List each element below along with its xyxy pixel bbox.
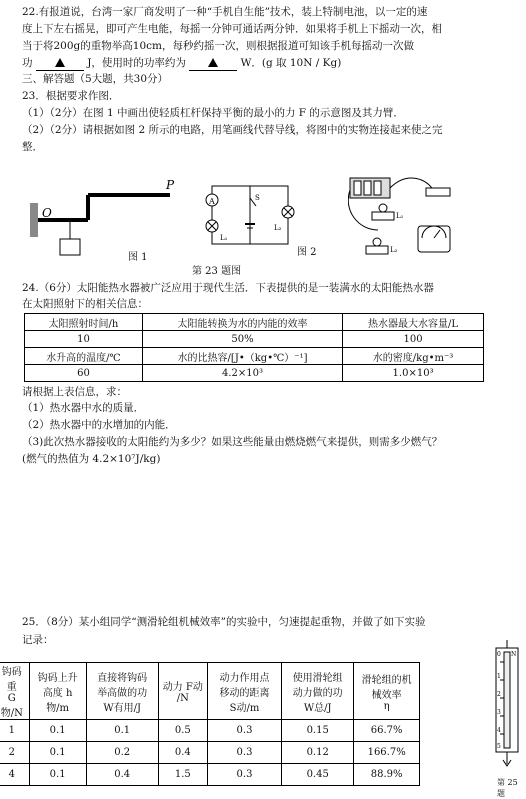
l1-part-label: L₁ — [396, 212, 404, 220]
table-cell: 0.1 — [29, 742, 86, 764]
label-o: O — [42, 206, 52, 220]
table-cell: 1.0×10³ — [343, 365, 484, 382]
q23-part1: （1）（2分）在图 1 中画出使轻质杠杆保持平衡的最小的力 F 的示意图及其力臂． — [22, 107, 404, 119]
scale-tick: 2 — [497, 691, 501, 698]
q24-ask: 请根据上表信息，求： — [22, 386, 127, 398]
q25-table — [0, 662, 420, 786]
label-p: P — [166, 178, 175, 192]
q22-line2: 度上下左右摇晃，即可产生电能，每摇一分钟可通话两分钟．如果将手机上下摇动一次，相 — [22, 23, 442, 35]
table-cell: 热水器最大水容量/L — [343, 314, 484, 331]
answer-blank-1[interactable] — [36, 56, 84, 71]
q23-part2b: 整． — [22, 141, 43, 153]
col-header: 钩码上升 高度 h物/m — [29, 663, 86, 720]
table-cell: 60 — [25, 365, 143, 382]
table-cell: 88.9% — [354, 764, 420, 786]
lever-figure — [30, 175, 190, 265]
table-cell: 100 — [343, 331, 484, 348]
table-cell: 1.5 — [158, 764, 207, 786]
q24-p1: （1）热水器中水的质量． — [22, 402, 145, 414]
q22-line1: 22.有报道说，台湾一家厂商发明了一种“手机自生能”技术，装上特制电池，以一定的速 — [22, 6, 428, 18]
table-cell: 4.2×10³ — [142, 365, 342, 382]
table-cell: 4 — [0, 764, 29, 786]
q25-line1: 25．（8分）某小组同学“测滑轮组机械效率”的实验中，匀速提起重物，并做了如下实验 — [22, 616, 426, 628]
table-cell: 水的密度/kg•m⁻³ — [343, 348, 484, 365]
table-cell: 2 — [0, 742, 29, 764]
fig2-label: 图 2 — [297, 247, 317, 258]
table-cell: 166.7% — [354, 742, 420, 764]
q25-fig-caption: 第 25 题 — [497, 778, 518, 798]
q24-line2: 在太阳照射下的相关信息： — [22, 298, 148, 310]
switch-label: S — [255, 194, 260, 202]
q23-title: 23．根据要求作图． — [22, 90, 120, 102]
table-cell: 水的比热容/[J•（kg•℃）⁻¹] — [142, 348, 342, 365]
table-cell: 0.3 — [207, 764, 281, 786]
ammeter-label: A — [209, 197, 215, 206]
scale-tick: 3 — [497, 709, 501, 716]
q24-table — [24, 313, 484, 382]
table-cell: 10 — [25, 331, 143, 348]
scale-zero: 0 — [497, 651, 501, 658]
col-header: 直接将钩码 举高做的功 W有用/J — [86, 663, 158, 720]
wall — [30, 203, 38, 237]
answer-blank-2[interactable] — [189, 56, 237, 71]
table-cell: 太阳能转换为水的内能的效率 — [142, 314, 342, 331]
table-cell: 0.1 — [29, 720, 86, 742]
section3-title: 三、解答题（5大题，共30分） — [22, 73, 169, 85]
q23-part2: （2）（2分）请根据如图 2 所示的电路，用笔画线代替导线，将图中的实物连接起来使之完 — [22, 124, 443, 136]
lamp-l1-part — [372, 212, 394, 220]
scale-tick: 4 — [497, 727, 501, 734]
table-cell: 0.4 — [158, 742, 207, 764]
scale-unit: N — [511, 651, 517, 658]
q22-line4c: W．(g 取 10N / Kg) — [240, 57, 342, 69]
q22-line4a: 功 — [22, 57, 33, 69]
q23-caption: 第 23 题图 — [192, 266, 242, 277]
table-cell: 66.7% — [354, 720, 420, 742]
q25-line2: 记录： — [22, 634, 54, 646]
col-header: 滑轮组的机 械效率 η — [354, 663, 420, 720]
table-cell: 0.1 — [86, 720, 158, 742]
weight-block — [60, 239, 80, 255]
lamp-l2-part — [366, 246, 388, 254]
table-cell: 0.45 — [282, 764, 354, 786]
col-header: 动力 F动 /N — [158, 663, 207, 720]
table-cell: 1 — [0, 720, 29, 742]
q24-p3: （3)此次热水器接收的太阳能约为多少？如果这些能量由燃烧燃气来提供，则需多少燃气？ — [22, 436, 443, 448]
switch-part — [426, 188, 450, 196]
table-cell: 0.3 — [207, 742, 281, 764]
table-cell: 0.12 — [282, 742, 354, 764]
q22-line4 — [22, 56, 341, 71]
table-cell: 0.4 — [86, 764, 158, 786]
triangle-marker-icon — [208, 58, 218, 67]
q22-line3: 当于将200g的重物举高10cm，每秒约摇一次，则根据报道可知该手机每摇动一次做 — [22, 40, 414, 52]
table-cell: 太阳照射时间/h — [25, 314, 143, 331]
spring-scale-figure — [490, 640, 524, 770]
scale-tick: 1 — [497, 673, 501, 680]
col-header: 动力作用点 移动的距离 S动/m — [207, 663, 281, 720]
q24-p4: (燃气的热值为 4.2×10⁷J/kg) — [22, 453, 161, 465]
table-cell: 0.3 — [207, 720, 281, 742]
q24-p2: （2）热水器中的水增加的内能． — [22, 419, 176, 431]
table-cell: 0.2 — [86, 742, 158, 764]
components-figure — [348, 170, 488, 265]
l2-label: L₂ — [274, 224, 282, 232]
col-header: 钩码重 G物/N — [0, 663, 29, 720]
table-cell: 50% — [142, 331, 342, 348]
q22-line4b: J，使用时的功率约为 — [87, 57, 186, 69]
table-cell: 水升高的温度/℃ — [25, 348, 143, 365]
col-header: 使用滑轮组 动力做的功 W总/J — [282, 663, 354, 720]
q24-line1: 24.（6分）太阳能热水器被广泛应用于现代生活．下表提供的是一装满水的太阳能热水器 — [22, 282, 434, 294]
l1-label: L₁ — [220, 234, 228, 242]
l2-part-label: L₂ — [390, 246, 398, 254]
triangle-marker-icon — [55, 58, 65, 67]
scale-tick: 5 — [497, 743, 501, 750]
circuit-figure — [200, 180, 300, 252]
table-cell: 0.5 — [158, 720, 207, 742]
ammeter-part — [418, 226, 450, 252]
fig1-label: 图 1 — [128, 252, 148, 263]
table-cell: 0.1 — [29, 764, 86, 786]
table-cell: 0.15 — [282, 720, 354, 742]
